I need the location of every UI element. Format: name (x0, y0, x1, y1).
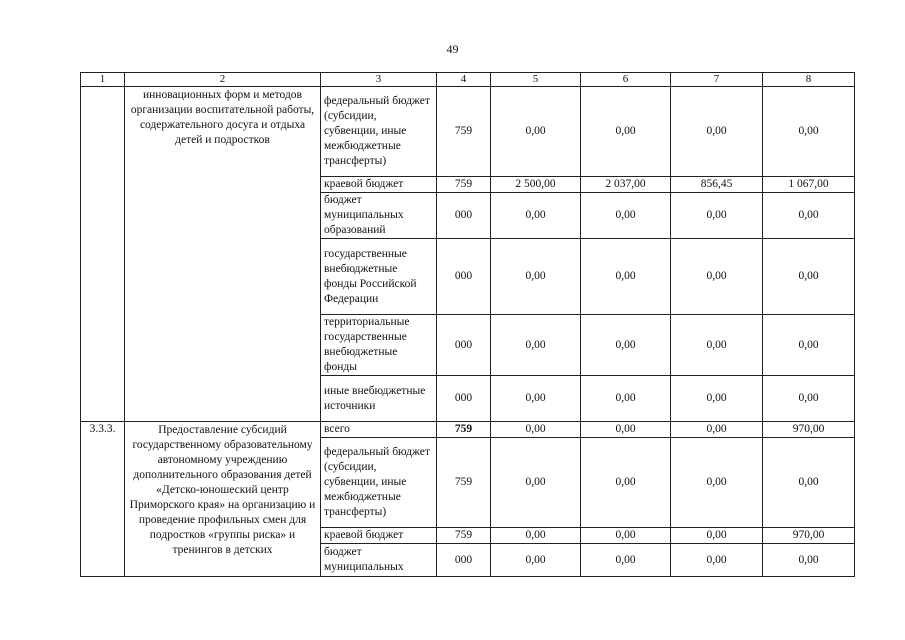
value-cell: 970,00 (763, 422, 855, 438)
value-cell: 0,00 (491, 528, 581, 544)
value-cell: 0,00 (491, 87, 581, 177)
funding-source: бюджет муниципальных (321, 544, 437, 577)
item-number: 3.3.3. (81, 422, 125, 577)
value-cell: 970,00 (763, 528, 855, 544)
column-header: 7 (671, 73, 763, 87)
value-cell: 856,45 (671, 177, 763, 193)
funding-source: федеральный бюджет (субсидии, субвенции, иные межбюджетные трансферты) (321, 438, 437, 528)
column-header-row (81, 73, 855, 87)
value-cell: 0,00 (581, 239, 671, 315)
value-cell: 0,00 (671, 376, 763, 422)
funding-source: государственные внебюджетные фонды Российской Федерации (321, 239, 437, 315)
value-cell: 0,00 (763, 87, 855, 177)
value-cell: 0,00 (581, 438, 671, 528)
value-cell: 0,00 (671, 544, 763, 577)
value-cell: 0,00 (491, 376, 581, 422)
value-cell: 0,00 (581, 528, 671, 544)
page-number: 49 (446, 42, 459, 56)
funding-source: краевой бюджет (321, 528, 437, 544)
column-header: 8 (763, 73, 855, 87)
column-header: 2 (125, 73, 321, 87)
table-row (81, 87, 855, 177)
value-cell: 0,00 (491, 193, 581, 239)
value-cell: 0,00 (763, 376, 855, 422)
value-cell: 0,00 (491, 315, 581, 376)
budget-code: 000 (437, 239, 491, 315)
budget-code: 000 (437, 315, 491, 376)
value-cell: 0,00 (671, 315, 763, 376)
value-cell: 0,00 (491, 438, 581, 528)
value-cell: 0,00 (491, 544, 581, 577)
budget-code: 000 (437, 193, 491, 239)
item-description: инновационных форм и методов организации воспитательной работы, содержательного досуга и отдыха детей и подростков (125, 87, 321, 422)
value-cell: 0,00 (581, 544, 671, 577)
value-cell: 0,00 (581, 422, 671, 438)
value-cell: 0,00 (581, 376, 671, 422)
funding-source: краевой бюджет (321, 177, 437, 193)
value-cell: 0,00 (581, 193, 671, 239)
value-cell: 0,00 (671, 422, 763, 438)
value-cell: 0,00 (763, 239, 855, 315)
value-cell: 0,00 (763, 544, 855, 577)
value-cell: 0,00 (581, 315, 671, 376)
value-cell: 0,00 (491, 239, 581, 315)
column-header: 4 (437, 73, 491, 87)
value-cell: 0,00 (763, 315, 855, 376)
funding-source: иные внебюджетные источники (321, 376, 437, 422)
value-cell: 0,00 (491, 422, 581, 438)
column-header: 1 (81, 73, 125, 87)
budget-code: 759 (437, 422, 491, 438)
value-cell: 0,00 (581, 87, 671, 177)
funding-source: бюджет муниципальных образований (321, 193, 437, 239)
value-cell: 0,00 (671, 239, 763, 315)
budget-code: 759 (437, 177, 491, 193)
value-cell: 1 067,00 (763, 177, 855, 193)
column-header: 6 (581, 73, 671, 87)
funding-source: территориальные государственные внебюджетные фонды (321, 315, 437, 376)
value-cell: 0,00 (671, 193, 763, 239)
value-cell: 2 500,00 (491, 177, 581, 193)
budget-code: 000 (437, 376, 491, 422)
funding-source: всего (321, 422, 437, 438)
budget-code: 759 (437, 87, 491, 177)
value-cell: 0,00 (763, 193, 855, 239)
value-cell: 0,00 (763, 438, 855, 528)
value-cell: 0,00 (671, 87, 763, 177)
budget-code: 759 (437, 438, 491, 528)
item-number (81, 87, 125, 422)
funding-source: федеральный бюджет (субсидии, субвенции, иные межбюджетные трансферты) (321, 87, 437, 177)
budget-table (80, 72, 855, 577)
budget-code: 759 (437, 528, 491, 544)
table-row (81, 422, 855, 438)
column-header: 3 (321, 73, 437, 87)
item-description: Предоставление субсидий государственному образовательному автономному учреждению дополнительного образования детей «Детско-юношеский центр Приморского края» на организацию и проведение профильных смен для подростков «группы риска» и тренингов в детских (125, 422, 321, 577)
value-cell: 0,00 (671, 528, 763, 544)
column-header: 5 (491, 73, 581, 87)
value-cell: 0,00 (671, 438, 763, 528)
budget-code: 000 (437, 544, 491, 577)
value-cell: 2 037,00 (581, 177, 671, 193)
